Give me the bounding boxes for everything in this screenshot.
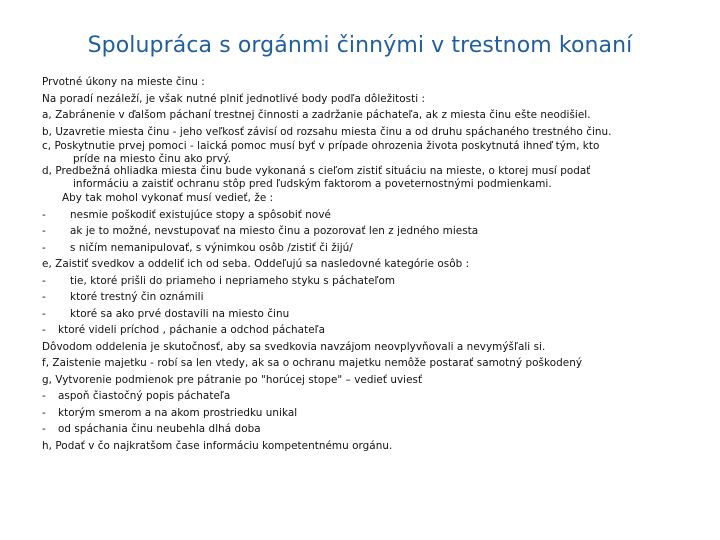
- list-item: [42, 240, 702, 257]
- bullet-dash: -: [42, 225, 46, 237]
- list-item-text: aspoň čiastočný popis páchateľa: [58, 390, 231, 402]
- list-item-text: ak je to možné, nevstupovať na miesto činu a pozorovať len z jedného miesta: [70, 225, 479, 237]
- bullet-dash: -: [42, 208, 46, 221]
- slide-title: Spolupráca s orgánmi činnými v trestnom konaní: [87, 33, 633, 58]
- list-item: [42, 405, 702, 422]
- item-f: f, Zaistenie majetku - robí sa len vtedy, ak sa o ochranu majetku nemôže postarať samotný poškodený: [42, 357, 583, 369]
- bullet-dash: -: [42, 241, 46, 254]
- item-b: b, Uzavretie miesta činu - jeho veľkosť závisí od rozsahu miesta činu a od druhu spáchaného trestného činu.: [42, 125, 612, 138]
- item-c-line-1: c, Poskytnutie prvej pomoci - laická pomoc musí byť v prípade ohrozenia života poskytnutá ihneď tým, kto: [42, 140, 600, 152]
- list-item: [42, 388, 702, 405]
- item-d: [42, 165, 702, 190]
- bullet-dash: -: [42, 406, 46, 419]
- slide-body: [42, 74, 702, 454]
- item-h: h, Podať v čo najkratšom čase informáciu kompetentnému orgánu.: [42, 439, 393, 452]
- list-item-text: ktoré sa ako prvé dostavili na miesto činu: [70, 307, 290, 320]
- item-a: a, Zabránenie v ďalšom páchaní trestnej činnosti a zadržanie páchateľa, ak z miesta činu ešte neodišiel.: [42, 109, 591, 121]
- list-item-text: nesmie poškodiť existujúce stopy a spôsobiť nové: [70, 208, 331, 221]
- list-item-text: s ničím nemanipulovať, s výnimkou osôb /zistiť či žijú/: [70, 241, 353, 254]
- bullet-dash: -: [42, 423, 46, 435]
- reason-text: Dôvodom oddelenia je skutočnosť, aby sa svedkovia navzájom neovplyvňovali a nevymýšľali si.: [42, 340, 546, 353]
- bullet-dash: -: [42, 274, 46, 287]
- item-e: e, Zaistiť svedkov a oddeliť ich od seba. Oddeľujú sa nasledovné kategórie osôb :: [42, 258, 470, 270]
- item-d-note: Aby tak mohol vykonať musí vedieť, že :: [62, 192, 274, 204]
- list-item: [42, 207, 702, 224]
- list-item-text: od spáchania činu neubehla dlhá doba: [58, 423, 261, 435]
- item-g: g, Vytvorenie podmienok pre pátranie po "horúcej stope" – vedieť uviesť: [42, 373, 423, 386]
- item-d-line-2: informáciu a zaistiť ochranu stôp pred ľudským faktorom a poveternostnými podmienkami.: [73, 177, 552, 190]
- body-intro: Na poradí nezáleží, je však nutné plniť jednotlivé body podľa dôležitosti :: [42, 92, 426, 105]
- list-item: [42, 223, 702, 240]
- bullet-dash: -: [42, 291, 46, 303]
- list-item-text: ktoré trestný čin oznámili: [70, 291, 204, 303]
- item-c-line-2: príde na miesto činu ako prvý.: [73, 152, 232, 165]
- list-item: [42, 306, 702, 323]
- item-d-line-1: d, Predbežná ohliadka miesta činu bude vykonaná s cieľom zistiť situáciu na mieste, o ktorej musí podať: [42, 165, 591, 177]
- bullet-dash: -: [42, 390, 46, 402]
- list-item: [42, 289, 702, 306]
- item-c: [42, 140, 702, 165]
- bullet-dash: -: [42, 324, 46, 336]
- bullet-dash: -: [42, 307, 46, 320]
- list-item: [42, 322, 702, 339]
- list-item: [42, 273, 702, 290]
- list-item-text: tie, ktoré prišli do priameho i nepriameho styku s páchateľom: [70, 274, 396, 287]
- list-item-text: ktoré videli príchod , páchanie a odchod páchateľa: [58, 324, 326, 336]
- body-heading: Prvotné úkony na mieste činu :: [42, 76, 205, 88]
- list-item-text: ktorým smerom a na akom prostriedku unikal: [58, 406, 298, 419]
- list-item: [42, 421, 702, 438]
